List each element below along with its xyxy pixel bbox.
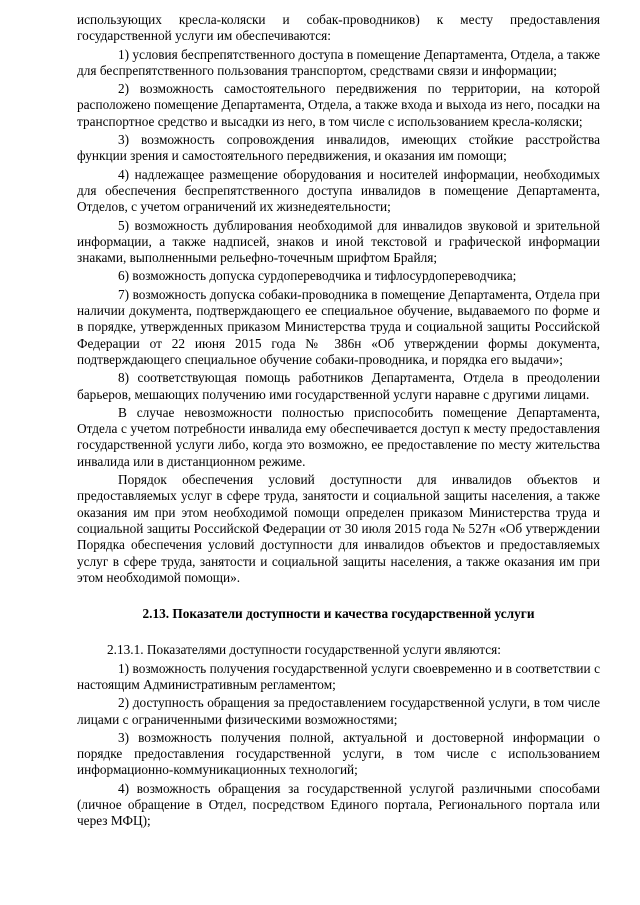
section-heading: 2.13. Показатели доступности и качества государственной услуги: [142, 606, 535, 622]
paragraph: 6) возможность допуска сурдопереводчика и тифлосурдопереводчика;: [118, 268, 517, 284]
paragraph: 3) возможность получения полной, актуальной и достоверной информации о порядке предоставления государственной услуги, в том числе с использованием информационно-коммуникационных технологий;: [77, 729, 600, 778]
paragraph: 8) соответствующая помощь работников Департамента, Отдела в преодолении барьеров, мешающих получению ими государственной услуги наравне с другими лицами.: [77, 370, 600, 402]
body-text-top: [77, 12, 600, 586]
paragraph: 2) доступность обращения за предоставлением государственной услуги, в том числе лицами с ограниченными физическими возможностями;: [77, 695, 600, 727]
paragraph: 2) возможность самостоятельного передвижения по территории, на которой расположено помещение Департамента, Отдела, а также входа и выхода из него, посадки на транспортное средство и высадки из него, в том числе с использованием кресла-коляски;: [77, 81, 600, 129]
paragraph: 4) надлежащее размещение оборудования и носителей информации, необходимых для обеспечения беспрепятственного доступа инвалидов в помещение Департамента, Отделов, с учетом ограничений их жизнедеятельности;: [77, 166, 600, 215]
paragraph: 2.13.1. Показателями доступности государственной услуги являются:: [107, 642, 501, 658]
paragraph: 1) условия беспрепятственного доступа в помещение Департамента, Отдела, а также для беспрепятственного пользования транспортом, средствами связи и информации;: [77, 46, 600, 78]
paragraph: Порядок обеспечения условий доступности для инвалидов объектов и предоставляемых услуг в сфере труда, занятости и социальной защиты населения, а также оказания им при этом необходимой помощи определен приказом Министерства труда и социальной защиты Российской Федерации от 30 июля 2015 года № 527н «Об утверждении Порядка обеспечения условий доступности для инвалидов объектов и предоставляемых услуг в сфере труда, занятости и социальной защиты населения, а также оказания им при этом необходимой помощи».: [77, 472, 600, 585]
paragraph: В случае невозможности полностью приспособить помещение Департамента, Отдела с учетом потребности инвалида ему обеспечивается доступ к месту предоставления государственной услуги либо, когда это возможно, ее предоставление по месту жительства инвалида или в дистанционном режиме.: [77, 404, 600, 469]
paragraph: 3) возможность сопровождения инвалидов, имеющих стойкие расстройства функции зрения и самостоятельного передвижения, и оказания им помощи;: [77, 132, 600, 164]
paragraph: 1) возможность получения государственной услуги своевременно и в соответствии с настоящим Административным регламентом;: [77, 660, 600, 692]
paragraph: 5) возможность дублирования необходимой для инвалидов звуковой и зрительной информации, а также надписей, знаков и иной текстовой и графической информации знаками, выполненными рельефно-точечным шрифтом Брайля;: [77, 217, 600, 266]
paragraph: использующих кресла-коляски и собак-проводников) к месту предоставления государственной услуги им обеспечиваются:: [77, 12, 600, 44]
paragraph: 4) возможность обращения за государственной услугой различными способами (личное обращение в Отдел, посредством Единого портала, Регионального портала или через МФЦ);: [77, 780, 600, 829]
body-text-bottom: [77, 642, 600, 829]
paragraph: 7) возможность допуска собаки-проводника в помещение Департамента, Отдела при наличии документа, подтверждающего ее специальное обучение, выдаваемого по форме и в порядке, утвержденных приказом Министерства труда и социальной защиты Российской Федерации от 22 июня 2015 года № 386н «Об утверждении формы документа, подтверждающего специальное обучение собаки-проводника, и порядка его выдачи»;: [77, 286, 600, 367]
